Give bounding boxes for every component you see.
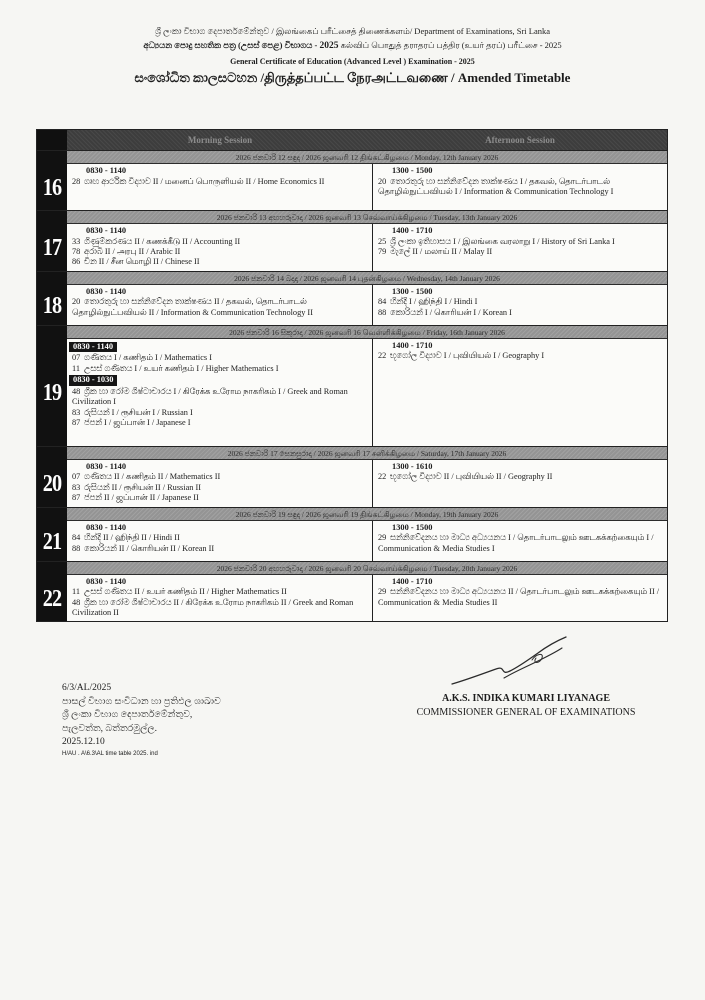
subject-code: 79: [378, 247, 387, 256]
subject-code: 22: [378, 351, 387, 361]
day-number-stripe: [37, 211, 67, 271]
session-time: 0830 - 1140: [86, 461, 127, 471]
session-time-row: [72, 374, 369, 387]
session-time: 1400 - 1710: [392, 340, 433, 350]
sessions-row: [67, 460, 667, 507]
session-time: 1400 - 1710: [392, 226, 433, 235]
subject-line: [72, 177, 369, 187]
day-number-stripe: [37, 272, 67, 325]
session-time-row: [72, 226, 369, 237]
sessions-row: [67, 164, 667, 210]
subject-code: 48: [72, 597, 81, 607]
day-number-stripe: [37, 326, 67, 446]
afternoon-session-cell: [373, 339, 667, 446]
branch-name: පාසල් විභාග සංවිධාන හා ප්‍රතිඵල ශාඛාව: [62, 696, 221, 707]
document-header: [33, 24, 673, 87]
day-number: 21: [42, 526, 62, 555]
day-block: [37, 507, 667, 561]
afternoon-session-cell: [373, 224, 667, 271]
afternoon-session-cell: [373, 575, 667, 622]
day-number-stripe: [37, 562, 67, 622]
date-bar: 2026 ජනවාරි 19 සඳුදා / 2026 ஜனவரி 19 திங்கட்கிழமை / Monday, 19th January 2026: [67, 508, 667, 521]
exam-name-line: [33, 38, 673, 54]
subject-name: රුසියන් I / ரூசியன் I / Russian I: [84, 407, 193, 417]
session-time: 0830 - 1030: [69, 375, 117, 386]
file-reference: H/AU . A\6.3\AL time table 2025. ind: [62, 750, 158, 757]
subject-line: [72, 408, 369, 418]
day-block: [37, 446, 667, 507]
subject-line: [378, 472, 664, 482]
session-time: 1400 - 1710: [392, 576, 433, 586]
timetable: [36, 129, 668, 622]
session-time: 1300 - 1500: [392, 522, 433, 532]
session-time-row: [72, 462, 369, 473]
morning-session-cell: [67, 575, 373, 622]
subject-line: [378, 351, 664, 361]
subject-line: [378, 177, 664, 198]
subject-name: උසස් ගණිතය II / உயர் கணிதம் II / Higher Mathematics II: [84, 587, 287, 597]
date-bar: 2026 ජනවාරි 14 බදාදා / 2026 ஜனவரி 14 புதன்கிழமை / Wednesday, 14th January 2026: [67, 272, 667, 285]
session-time-row: [378, 523, 664, 534]
subject-code: 87: [72, 493, 81, 503]
subject-line: [72, 297, 369, 318]
subject-line: [72, 353, 369, 363]
subject-name: සන්නිවේදනය හා මාධ්‍ය අධ්‍යයනය I / தொடர்பாடலும் ஊடகக்கற்கையும் I / Communication & Media Studies I: [378, 533, 654, 553]
subject-code: 11: [72, 587, 80, 597]
session-time: 1300 - 1500: [392, 286, 433, 296]
morning-session-header: Morning Session: [187, 135, 253, 145]
afternoon-session-header: Afternoon Session: [485, 135, 555, 145]
subject-line: [72, 247, 369, 257]
subject-name: කොරියන් II / கொரியன் II / Korean II: [84, 543, 215, 553]
day-number: 16: [42, 172, 62, 201]
subject-line: [72, 237, 369, 247]
day-number-stripe: [37, 447, 67, 507]
subject-code: 20: [378, 176, 387, 186]
session-time-row: [378, 287, 664, 298]
morning-session-cell: [67, 224, 373, 271]
subject-code: 28: [72, 176, 81, 186]
sessions-row: [67, 575, 667, 622]
department-name: ශ්‍රී ලංකා විභාග දෙපාර්තමේන්තුව,: [62, 710, 193, 721]
sessions-row: [67, 285, 667, 325]
day-block: [37, 210, 667, 271]
day-number: 20: [42, 468, 62, 497]
document-title: සංශෝධිත කාලසටහන /திருத்தப்பட்ட நேரஅட்டவணை / Amended Timetable: [134, 70, 571, 85]
header-stripe: [37, 130, 67, 150]
subject-code: 33: [72, 236, 81, 246]
subject-name: ජපන් II / ஜப்பான் II / Japanese II: [84, 493, 199, 503]
subject-code: 07: [72, 353, 81, 363]
morning-session-cell: [67, 339, 373, 446]
day-block: [37, 271, 667, 325]
morning-session-cell: [67, 285, 373, 325]
footer-left-block: [62, 682, 221, 759]
department-address: පැලවත්ත, බත්තරමුල්ල.: [62, 723, 158, 734]
sessions-row: [67, 224, 667, 271]
day-block: [37, 150, 667, 210]
subject-code: 88: [378, 307, 387, 317]
subject-name: තොරතුරු හා සන්නිවේදන තාක්ෂණය II / தகவல், தொடர்பாடல் தொழில்நுட்பவியல் II / Information & Communication Technology II: [72, 297, 313, 317]
subject-code: 78: [72, 247, 81, 256]
day-number-stripe: [37, 508, 67, 561]
exam-name-english: General Certificate of Education (Advanced Level ) Examination - 2025: [230, 57, 475, 66]
subject-line: [378, 247, 664, 257]
subject-name: ගණිතය I / கணிதம் I / Mathematics I: [84, 353, 212, 363]
subject-line: [72, 493, 369, 503]
exam-name-tamil: கல்விப் பொதுத் தராதரப் பத்திர (உயர் தரப்) பரீட்சை - 2025: [338, 40, 562, 50]
subject-line: [378, 533, 664, 554]
subject-line: [72, 387, 369, 408]
session-time-row: [72, 577, 369, 588]
day-number: 22: [42, 583, 62, 612]
subject-name: හින්දි II / ஹிந்தி II / Hindi II: [84, 533, 180, 543]
session-time-row: [378, 577, 664, 588]
subject-name: තොරතුරු හා සන්නිවේදන තාක්ෂණය I / தகவல், தொடர்பாடல் தொழில்நுட்பவியல் I / Information & Communication Technology I: [378, 176, 614, 196]
subject-line: [72, 598, 369, 619]
document-footer: [0, 632, 705, 782]
session-time-row: [378, 166, 664, 177]
day-main: [67, 562, 667, 622]
subject-name: ග්‍රීක හා රෝම ශිෂ්ටාචාරය II / கிரேக்க உரோம நாகரிகம் II / Greek and Roman Civilization II: [72, 597, 354, 618]
day-main: [67, 326, 667, 446]
subject-code: 88: [72, 543, 81, 553]
issue-date: 2025.12.10: [62, 737, 105, 748]
subject-line: [72, 257, 369, 267]
subject-line: [378, 297, 664, 307]
session-time: 0830 - 1140: [86, 166, 127, 175]
subject-name: උසස් ගණිතය I / உயர் கணிதம் I / Higher Mathematics I: [84, 363, 279, 373]
signatory-block: [396, 692, 656, 720]
afternoon-session-cell: [373, 164, 667, 210]
subject-code: 29: [378, 533, 387, 543]
date-bar: 2026 ජනවාරි 12 සඳුදා / 2026 ஜனவரி 12 திங்கட்கிழமை / Monday, 12th January 2026: [67, 151, 667, 164]
date-bar: 2026 ජනවාරි 13 අඟහරුවාදා / 2026 ஜனவரி 13 செவ்வாய்க்கிழமை / Tuesday, 13th January 2026: [67, 211, 667, 224]
signature: [448, 634, 570, 690]
subject-code: 48: [72, 386, 81, 396]
subject-name: ජපන් I / ஜப்பான் I / Japanese I: [84, 418, 191, 428]
subject-name: ගෘහ ආර්ථික විද්‍යාව II / மனைப் பொருளியல் II / Home Economics II: [84, 176, 325, 186]
day-number: 19: [42, 377, 62, 406]
subject-line: [72, 418, 369, 428]
subject-code: 25: [378, 236, 387, 246]
session-time-row: [72, 341, 369, 354]
session-time-row: [378, 462, 664, 473]
subject-code: 84: [72, 533, 81, 543]
date-bar: 2026 ජනවාරි 16 සිකුරාදා / 2026 ஜனவரி 16 வெள்ளிக்கிழமை / Friday, 16th January 2026: [67, 326, 667, 339]
subject-name: හින්දි I / ஹிந்தி I / Hindi I: [390, 297, 478, 307]
signatory-name: A.K.S. INDIKA KUMARI LIYANAGE: [442, 693, 610, 705]
session-time-row: [72, 523, 369, 534]
subject-name: සන්නිවේදනය හා මාධ්‍ය අධ්‍යයනය II / தொடர்பாடலும் ஊடகக்கற்கையும் II / Communication & Media Studies II: [378, 587, 660, 607]
day-number: 17: [42, 232, 62, 261]
subject-name: ගණිතය II / கணிதம் II / Mathematics II: [84, 472, 221, 482]
session-time-row: [72, 287, 369, 298]
session-time-row: [72, 166, 369, 177]
subject-code: 20: [72, 297, 81, 307]
subject-code: 07: [72, 472, 81, 482]
session-time: 0830 - 1140: [86, 226, 127, 235]
session-time: 0830 - 1140: [69, 342, 117, 353]
subject-code: 11: [72, 363, 80, 373]
subject-code: 86: [72, 257, 81, 267]
subject-name: ග්‍රීක හා රෝම ශිෂ්ටාචාරය I / கிரேக்க உரோம நாகரிகம் I / Greek and Roman Civilization I: [72, 386, 348, 407]
morning-session-cell: [67, 460, 373, 507]
session-time-row: [378, 341, 664, 352]
session-time: 1300 - 1610: [392, 461, 433, 471]
subject-name: අරාබි II / அரபு II / Arabic II: [84, 247, 181, 256]
subject-line: [72, 364, 369, 374]
morning-session-cell: [67, 164, 373, 210]
subject-line: [72, 587, 369, 597]
subject-name: භූගෝල විද්‍යාව I / புவியியல் I / Geography I: [390, 351, 545, 361]
session-time: 0830 - 1140: [86, 576, 127, 586]
afternoon-session-cell: [373, 460, 667, 507]
date-bar: 2026 ජනවාරි 17 සෙනසුරාදා / 2026 ஜனவரி 17 சனிக்கிழமை / Saturday, 17th January 2026: [67, 447, 667, 460]
day-main: [67, 508, 667, 561]
date-bar: 2026 ජනවාරි 20 අඟහරුවාදා / 2026 ஜனவரி 20 செவ்வாய்க்கிழமை / Tuesday, 20th January 2026: [67, 562, 667, 575]
subject-name: රුසියන් II / ரூசியன் II / Russian II: [84, 482, 202, 492]
day-number: 18: [42, 290, 62, 319]
day-main: [67, 447, 667, 507]
subject-line: [378, 237, 664, 247]
subject-line: [378, 587, 664, 608]
session-time: 0830 - 1140: [86, 286, 127, 296]
signatory-title: COMMISSIONER GENERAL OF EXAMINATIONS: [416, 707, 636, 719]
exam-year: 2025: [319, 41, 339, 51]
subject-line: [72, 544, 369, 554]
subject-code: 22: [378, 472, 387, 482]
subject-line: [378, 308, 664, 318]
day-main: [67, 211, 667, 271]
day-block: [37, 325, 667, 446]
session-time: 1300 - 1500: [392, 166, 433, 175]
subject-name: ශ්‍රී ලංකා ඉතිහාසය I / இலங்கை வரலாறு I / History of Sri Lanka I: [390, 236, 615, 246]
day-block: [37, 561, 667, 622]
session-time: 0830 - 1140: [86, 522, 127, 532]
exam-name-sinhala: අධ්‍යයන පොදු සහතික පත්‍ර (උසස් පෙළ) විභාගය -: [143, 40, 320, 50]
subject-name: ගිණුම්කරණය II / கணக்கீடு II / Accounting II: [84, 236, 241, 246]
subject-code: 29: [378, 587, 387, 597]
day-main: [67, 151, 667, 210]
subject-code: 83: [72, 482, 81, 492]
morning-session-cell: [67, 521, 373, 561]
sessions-row: [67, 339, 667, 446]
subject-code: 87: [72, 418, 81, 428]
timetable-header-row: [37, 130, 667, 150]
day-rows: [37, 150, 667, 621]
subject-name: මැලේ II / மலாய் II / Malay II: [390, 247, 493, 256]
subject-code: 84: [378, 297, 387, 307]
subject-name: භූගෝල විද්‍යාව II / புவியியல் II / Geography II: [390, 472, 553, 482]
sessions-row: [67, 521, 667, 561]
afternoon-session-cell: [373, 285, 667, 325]
subject-line: [72, 483, 369, 493]
day-number-stripe: [37, 151, 67, 210]
subject-name: චීන II / சீன மொழி II / Chinese II: [84, 257, 200, 267]
reference-number: 6/3/AL/2025: [62, 683, 112, 694]
day-main: [67, 272, 667, 325]
subject-line: [72, 472, 369, 482]
subject-name: කොරියන් I / கொரியன் I / Korean I: [390, 307, 512, 317]
subject-line: [72, 533, 369, 543]
subject-code: 83: [72, 407, 81, 417]
session-time-row: [378, 226, 664, 237]
afternoon-session-cell: [373, 521, 667, 561]
department-line: ශ්‍රී ලංකා විභාග දෙපාර්තමේන්තුව / இலங்கைப் பரீட்சைத் திணைக்களம்/ Department of Examinations, Sri Lanka: [154, 26, 551, 36]
